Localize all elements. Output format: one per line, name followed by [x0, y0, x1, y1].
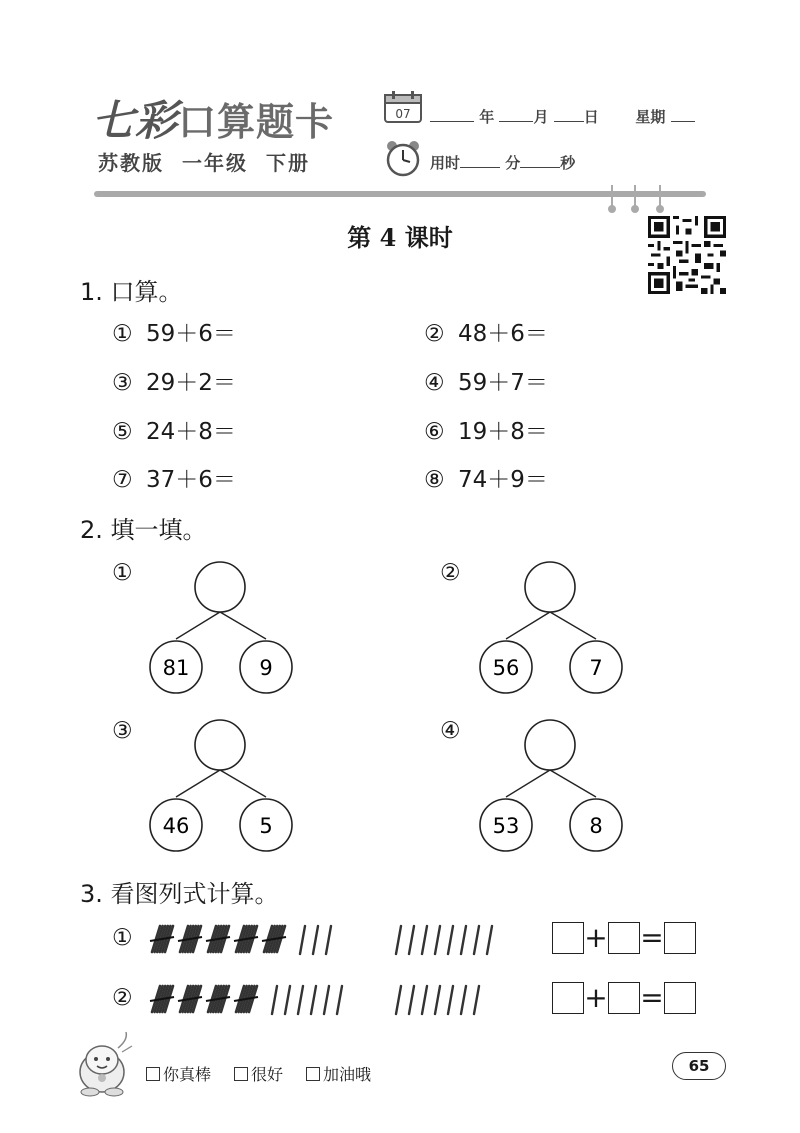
q3-row-1-addend-b-box[interactable] [608, 922, 640, 954]
grade: 一年级 [182, 151, 248, 175]
loose-stick [326, 926, 331, 954]
loose-stick [487, 926, 492, 954]
rating-option-2[interactable]: 很好 [234, 1062, 283, 1085]
date-month: 月 [533, 108, 549, 126]
q2-tree-3-left: 46 [162, 814, 190, 838]
q1-item-4: ④ 59＋7＝ [424, 370, 548, 396]
loose-stick [435, 926, 440, 954]
stick-bundle [178, 926, 202, 952]
q3-row-1-formula [552, 920, 696, 954]
q2-tree-4-right: 8 [589, 814, 603, 838]
q2-title: 2. 填一填。 [80, 516, 207, 544]
q1-item-7: ⑦ 37＋6＝ [112, 467, 236, 493]
brand-first: 七彩 [92, 96, 179, 145]
loose-stick [461, 986, 466, 1014]
loose-stick [313, 926, 318, 954]
clock-icon [383, 138, 423, 178]
q2-tree-4 [470, 718, 640, 863]
q2-tree-1-right: 9 [259, 656, 273, 680]
loose-stick [285, 986, 290, 1014]
stick-bundle [262, 926, 286, 952]
q2-tree-3-right: 5 [259, 814, 273, 838]
divider-ornament [602, 183, 672, 213]
time-minutes: 分 [505, 154, 521, 172]
q3-row-1-sum-box[interactable] [664, 922, 696, 954]
q3-row-2-equals: = [640, 981, 664, 1014]
q2-tree-2-answer[interactable] [525, 562, 575, 612]
loose-stick [422, 986, 427, 1014]
q3-row-2-formula [552, 980, 696, 1014]
date-year: 年 [479, 108, 495, 126]
rating-option-1[interactable]: 你真棒 [146, 1062, 211, 1085]
loose-stick [422, 926, 427, 954]
loose-stick [300, 926, 305, 954]
q2-tree-1-mark: ① [112, 560, 133, 586]
rating-checkbox-2[interactable] [234, 1067, 248, 1081]
rating-checkbox-3[interactable] [306, 1067, 320, 1081]
q2-tree-1 [140, 560, 310, 705]
q3-row-2-addend-a-box[interactable] [552, 982, 584, 1014]
volume: 下册 [266, 151, 310, 175]
q1-item-6: ⑥ 19＋8＝ [424, 419, 548, 445]
loose-stick [448, 986, 453, 1014]
stick-bundle [206, 926, 230, 952]
stick-bundle [234, 926, 258, 952]
loose-stick [396, 926, 401, 954]
brand-title [92, 88, 334, 148]
q1-item-8: ⑧ 74＋9＝ [424, 467, 548, 493]
loose-stick [311, 986, 316, 1014]
q3-row-1-equals: = [640, 921, 664, 954]
q2-tree-2-mark: ② [440, 560, 461, 586]
q2-tree-2-right: 7 [589, 656, 603, 680]
edition-line [98, 147, 328, 176]
loose-stick [409, 986, 414, 1014]
q2-tree-4-mark: ④ [440, 718, 461, 744]
loose-stick [337, 986, 342, 1014]
q1-item-5: ⑤ 24＋8＝ [112, 419, 236, 445]
q2-tree-1-left: 81 [162, 656, 190, 680]
time-seconds: 秒 [560, 154, 576, 172]
page-number: 65 [672, 1052, 726, 1080]
loose-stick [298, 986, 303, 1014]
lesson-title: 第 4 课时 [347, 223, 453, 252]
q3-row-2-mark: ② [112, 985, 133, 1011]
loose-stick [461, 926, 466, 954]
q1-item-2: ② 48＋6＝ [424, 321, 548, 347]
loose-stick [448, 926, 453, 954]
loose-stick [474, 986, 479, 1014]
q3-row-2-plus: + [584, 981, 608, 1014]
q3-title: 3. 看图列式计算。 [80, 880, 279, 908]
stick-bundle [150, 926, 174, 952]
time-label: 用时 [430, 154, 461, 172]
stick-bundle [234, 986, 258, 1012]
q2-tree-1-answer[interactable] [195, 562, 245, 612]
q3-row-1-mark: ① [112, 925, 133, 951]
rating-checkbox-1[interactable] [146, 1067, 160, 1081]
q1-item-3: ③ 29＋2＝ [112, 370, 236, 396]
q3-row-2-addend-b-box[interactable] [608, 982, 640, 1014]
loose-stick [324, 986, 329, 1014]
brand-rest: 口算题卡 [178, 99, 335, 144]
calendar-day: 07 [395, 107, 411, 121]
q3-row-2-sticks [146, 980, 526, 1020]
date-line [430, 106, 695, 127]
calendar-icon [383, 90, 423, 124]
q2-tree-2-left: 56 [492, 656, 520, 680]
loose-stick [396, 986, 401, 1014]
stick-bundle [206, 986, 230, 1012]
loose-stick [474, 926, 479, 954]
date-week: 星期 [635, 108, 666, 126]
time-line [430, 152, 575, 173]
edition: 苏教版 [98, 151, 164, 175]
q1-title: 1. 口算。 [80, 278, 183, 306]
q3-row-1-sticks [146, 920, 526, 960]
q2-tree-3 [140, 718, 310, 863]
q3-row-1-plus: + [584, 921, 608, 954]
stick-bundle [150, 986, 174, 1012]
q2-tree-4-left: 53 [492, 814, 520, 838]
q2-tree-3-answer[interactable] [195, 720, 245, 770]
q1-item-1: ① 59＋6＝ [112, 321, 236, 347]
rating-option-3[interactable]: 加油哦 [306, 1062, 371, 1085]
date-day: 日 [583, 108, 599, 126]
q2-tree-2 [470, 560, 640, 705]
qr-code[interactable] [648, 216, 726, 294]
q3-row-1-addend-a-box[interactable] [552, 922, 584, 954]
loose-stick [435, 986, 440, 1014]
q3-row-2-sum-box[interactable] [664, 982, 696, 1014]
loose-stick [409, 926, 414, 954]
q2-tree-3-mark: ③ [112, 718, 133, 744]
loose-stick [272, 986, 277, 1014]
q2-tree-4-answer[interactable] [525, 720, 575, 770]
mascot-icon [70, 1030, 140, 1098]
stick-bundle [178, 986, 202, 1012]
